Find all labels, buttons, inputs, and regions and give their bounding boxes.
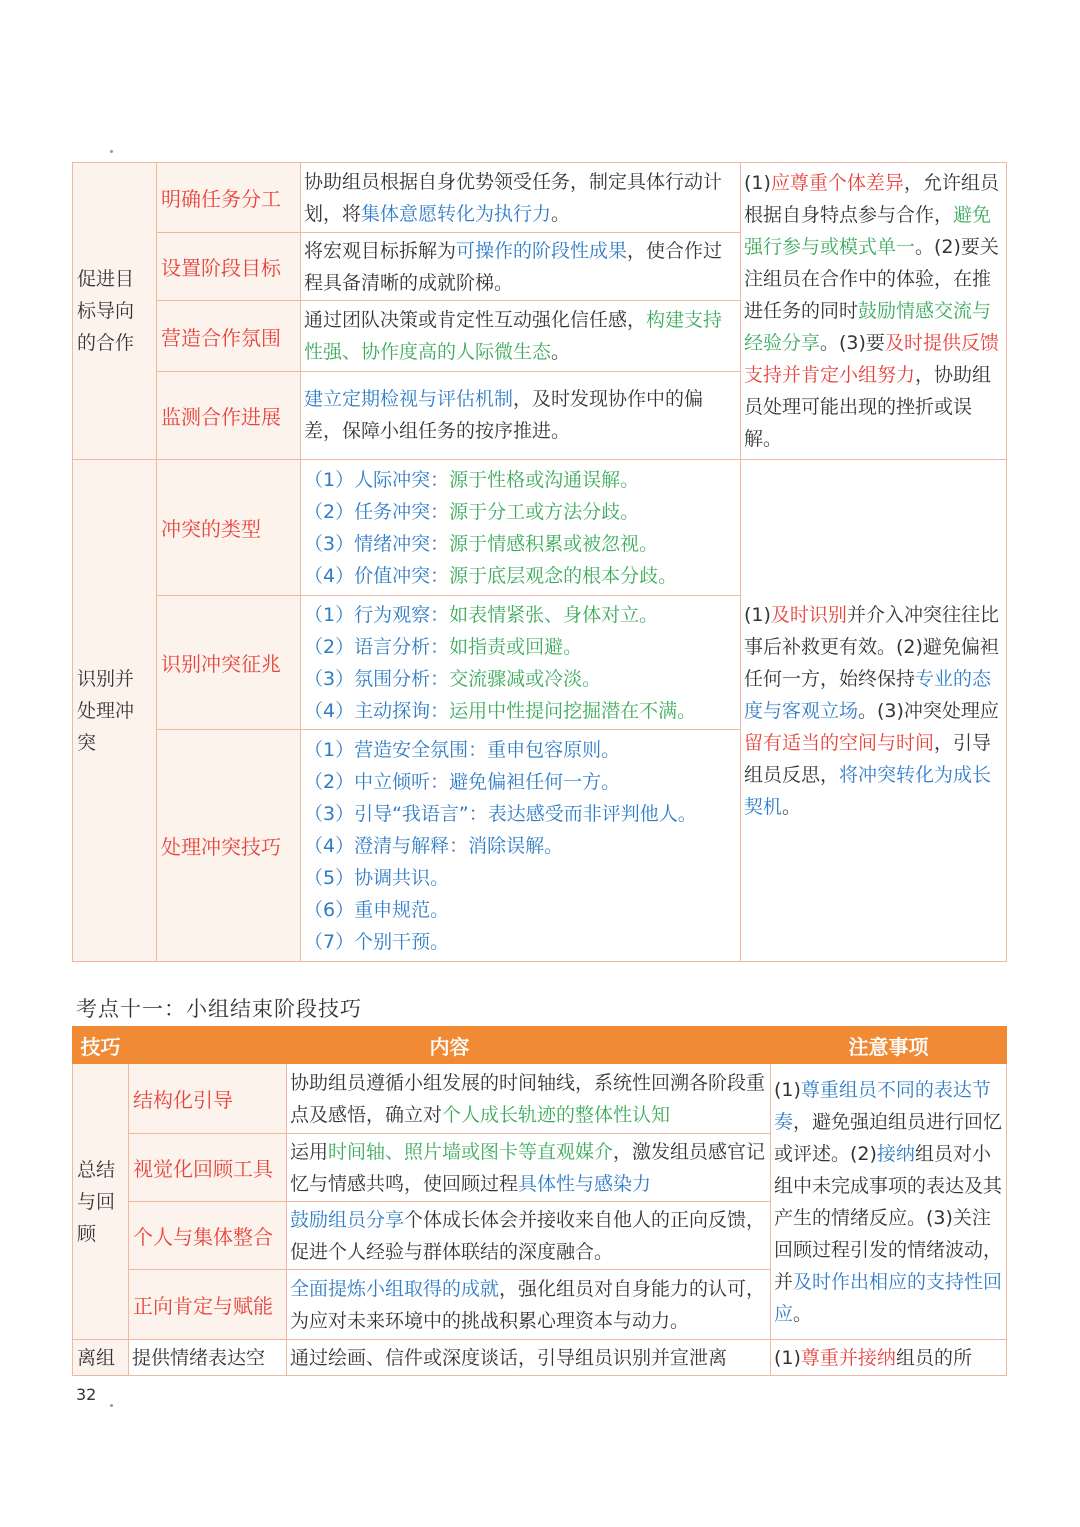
page-number: 32 (76, 1385, 97, 1404)
text-run: ，避免强迫组员进行回忆或评述。(2) (774, 1110, 1003, 1165)
row-content (301, 163, 741, 233)
text-run: 协助组员根据自身优势领受任务，制定具体行动计划，将 (304, 170, 723, 225)
header-notes: 注意事项 (771, 1027, 1007, 1064)
text-run: 个人成长轨迹的整体性认知 (442, 1103, 671, 1126)
header-content: 内容 (129, 1027, 771, 1064)
row-label: 正向肯定与赋能 (129, 1270, 287, 1340)
category-conflict: 识别并处理冲突 (73, 460, 157, 962)
row-label: 处理冲突技巧 (157, 730, 301, 962)
text-run: 。 (551, 202, 571, 225)
text-run: 具体性与感染力 (518, 1172, 652, 1195)
row-content (287, 1134, 771, 1202)
text-run: 。(2)要关注组员在合作中的体验，在推进任务的同时 (744, 236, 999, 322)
text-run: 个体成长体会并接收来自他人的正向反馈，促进个人经验与群体联结的深度融合。 (290, 1208, 766, 1263)
text-run: (1) (744, 172, 771, 194)
text-run: (1) (744, 603, 771, 626)
text-run: 留有适当的空间与时间 (744, 731, 935, 754)
text-run: 全面提炼小组取得的成就 (290, 1277, 500, 1300)
text-run: 通过团队决策或肯定性互动强化信任感， (304, 309, 647, 332)
text-run: 尊重组员不同的表达节奏 (774, 1078, 991, 1133)
text-run: 时间轴、照片墙或图卡等直观媒介 (328, 1140, 614, 1163)
row-label: 设置阶段目标 (157, 233, 301, 301)
list-item: （2）语言分析：如指责或回避。 (304, 635, 583, 658)
text-run: 建立定期检视与评估机制 (304, 388, 514, 411)
text-run: 。 (551, 341, 571, 364)
conflict-sign-list (301, 596, 741, 730)
text-run: ，引导组员反思， (744, 731, 992, 786)
list-item: （3）情绪冲突：源于情感积累或被忽视。 (304, 532, 659, 555)
list-item: （3）氛围分析：交流骤减或冷淡。 (304, 667, 602, 690)
category-summary: 总结与回顾 (73, 1064, 129, 1340)
text-run: 及时作出相应的支持性回应 (774, 1270, 1003, 1325)
row-content (301, 371, 741, 459)
text-run: ，强化组员对自身能力的认可，为应对未来环境中的挑战积累心理资本与动力。 (290, 1277, 766, 1332)
text-run: ，允许组员根据自身特点参与合作， (744, 172, 999, 226)
text-run: 。(3)冲突处理应 (858, 699, 999, 722)
text-run: ，协助组员处理可能出现的挫折或误解。 (744, 364, 992, 450)
conflict-type-list (301, 460, 741, 596)
list-item: （5）协调共识。 (304, 866, 450, 889)
row-label: 视觉化回顾工具 (129, 1134, 287, 1202)
list-item: （6）重申规范。 (304, 898, 450, 921)
text-run: 构建支持性强、协作度高的人际微生态 (304, 309, 723, 364)
scan-dot (110, 1404, 113, 1407)
note-cooperation (741, 163, 1007, 460)
row-content (287, 1064, 771, 1134)
text-run: 组员对小组中未完成事项的表达及其产生的情绪反应。(3)关注回顾过程引发的情绪波动，并 (774, 1142, 1003, 1293)
list-item: （1）营造安全氛围：重申包容原则。 (304, 738, 621, 761)
cooperation-conflict-table (72, 162, 1007, 962)
row-content: 通过绘画、信件或深度谈话，引导组员识别并宣泄离 (287, 1340, 771, 1376)
row-content (301, 233, 741, 301)
text-run: 鼓励情感交流与经验分享 (744, 300, 992, 354)
note-summary (771, 1064, 1007, 1340)
text-run: ，使合作过程具备清晰的成就阶梯。 (304, 239, 723, 294)
row-content (287, 1202, 771, 1270)
list-item: （4）澄清与解释：消除误解。 (304, 834, 564, 857)
text-run: 尊重并接纳 (800, 1346, 896, 1369)
note-conflict (741, 460, 1007, 962)
text-run: 及时识别 (770, 603, 847, 626)
text-run: 鼓励组员分享 (290, 1208, 405, 1231)
text-run: 。(3)要 (820, 332, 885, 354)
text-run: ，及时发现协作中的偏差，保障小组任务的按序推进。 (304, 388, 704, 443)
row-label: 明确任务分工 (157, 163, 301, 233)
header-skill: 技巧 (73, 1027, 129, 1064)
text-run: 专业的态度与客观立场 (744, 667, 992, 722)
row-content (287, 1270, 771, 1340)
list-item: （1）行为观察：如表情紧张、身体对立。 (304, 603, 659, 626)
row-label: 冲突的类型 (157, 460, 301, 596)
scan-dot (110, 150, 113, 153)
text-run: 。 (793, 1302, 813, 1325)
list-item: （2）任务冲突：源于分工或方法分歧。 (304, 500, 640, 523)
conflict-skill-list (301, 730, 741, 962)
text-run: 运用 (290, 1140, 329, 1163)
text-run: 应尊重个体差异 (770, 172, 904, 194)
category-cooperation: 促进目标导向的合作 (73, 163, 157, 460)
row-label: 结构化引导 (129, 1064, 287, 1134)
category-leaving: 离组 (73, 1340, 129, 1376)
list-item: （2）中立倾听：避免偏袒任何一方。 (304, 770, 621, 793)
text-run: 可操作的阶段性成果 (456, 239, 628, 262)
list-item: （4）价值冲突：源于底层观念的根本分歧。 (304, 564, 678, 587)
row-label: 个人与集体整合 (129, 1202, 287, 1270)
text-run: 并介入冲突往往比事后补救更有效。(2)避免偏袒任何一方，始终保持 (744, 603, 999, 690)
text-run: 协助组员遵循小组发展的时间轴线，系统性回溯各阶段重点及感悟，确立对 (290, 1071, 766, 1126)
text-run: 接纳 (876, 1142, 915, 1165)
list-item: （7）个别干预。 (304, 930, 450, 953)
list-item: （3）引导“我语言”：表达感受而非评判他人。 (304, 802, 697, 825)
text-run: 集体意愿转化为执行力 (361, 202, 552, 225)
text-run: 避免强行参与或模式单一 (744, 204, 992, 258)
row-content (301, 301, 741, 371)
text-run: 组员的所 (895, 1346, 972, 1369)
text-run: 及时提供反馈支持并肯定小组努力 (744, 332, 999, 386)
text-run: (1) (774, 1346, 801, 1369)
row-label: 监测合作进展 (157, 371, 301, 459)
text-run: 将宏观目标拆解为 (304, 239, 457, 262)
text-run: (1) (774, 1078, 801, 1101)
row-label: 提供情绪表达空 (129, 1340, 287, 1376)
text-run: ，激发组员感官记忆与情感共鸣，使回顾过程 (290, 1140, 766, 1195)
text-run: 将冲突转化为成长契机 (744, 763, 992, 818)
section-title: 考点十一：小组结束阶段技巧 (76, 997, 362, 1021)
ending-stage-table (72, 1026, 1007, 1376)
row-label: 识别冲突征兆 (157, 596, 301, 730)
row-label: 营造合作氛围 (157, 301, 301, 371)
note-leaving (771, 1340, 1007, 1376)
text-run: 。 (782, 795, 802, 818)
list-item: （4）主动探询：运用中性提问挖掘潜在不满。 (304, 699, 697, 722)
list-item: （1）人际冲突：源于性格或沟通误解。 (304, 468, 640, 491)
